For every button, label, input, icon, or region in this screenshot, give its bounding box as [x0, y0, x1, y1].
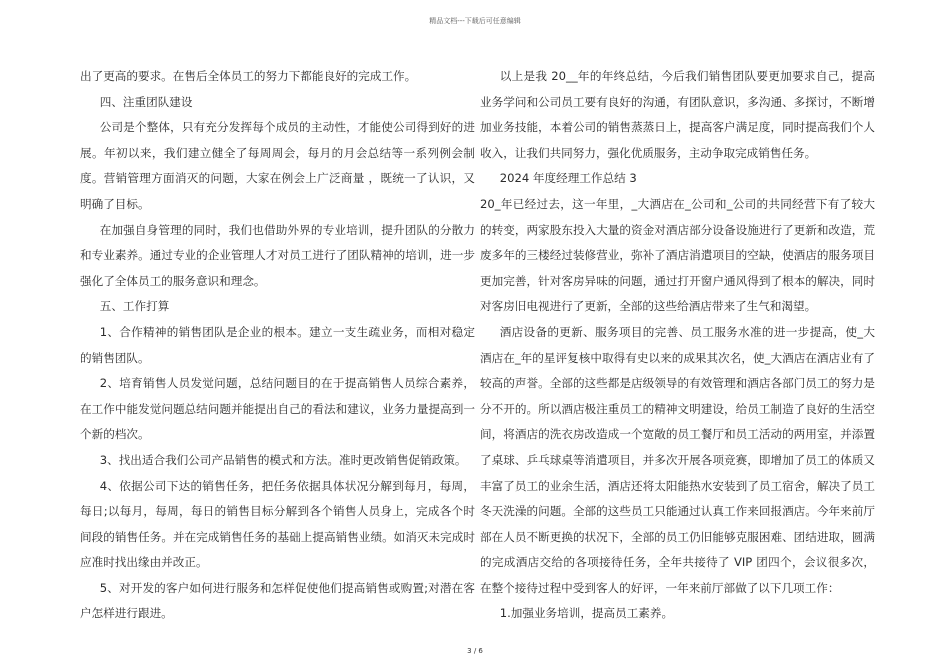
paragraph: 在加强自身管理的同时，我们也借助外界的专业培训，提升团队的分散力和专业素养。通过专业的企业管理人才对员工进行了团队精神的培训，进一步强化了全体员工的服务意识和理念。 — [80, 222, 475, 288]
paragraph: 20_年已经过去，这一年里，_大酒店在_公司和_公司的共同经营下有了较大的转变，两家股东投入大量的资金对酒店部分设备设施进行了更新和改造，荒废多年的三楼经过装修营业，弥补了酒店消遣项目的空缺，使酒店的服务项目更加完善，针对客房异味的问题，通过打开窗户通风得到了根本的解决，同时对客房旧电视进行了更新，全部的这些给酒店带来了生气和渴望。 — [480, 196, 875, 314]
paragraph: 公司是个整体，只有充分发挥每个成员的主动性，才能使公司得到好的进展。年初以来，我们建立健全了每周周会，每月的月会总结等一系列例会制度。营销管理方面消灭的问题，大家在例会上广泛商量 ，既统一了认识，又明确了目标。 — [80, 120, 475, 211]
section-heading: 五、工作打算 — [99, 299, 170, 314]
list-item: 1.加强业务培训，提高员工素养。 — [499, 606, 674, 621]
right-column — [480, 64, 875, 627]
paragraph: 出了更高的要求。在售后全体员工的努力下都能良好的完成工作。 — [80, 69, 417, 83]
section-heading: 2024 年度经理工作总结 3 — [499, 171, 637, 186]
list-item: 4、依据公司下达的销售任务，把任务依据具体状况分解到每月，每周，每日;以每月，每周，每日的销售目标分解到各个销售人员身上，完成各个时间段的销售任务。并在完成销售任务的基础上提高销售业绩。如消灭未完成时应准时找出缘由并改正。 — [80, 478, 475, 570]
page-header: 精品文档---下载后可任意编辑 — [429, 17, 521, 25]
section-heading: 四、注重团队建设 — [99, 94, 193, 109]
left-column — [80, 64, 475, 627]
paragraph: 酒店设备的更新、服务项目的完善、员工服务水准的进一步提高，使_大酒店在_年的星评复核中取得有史以来的成果其次名，使_大酒店在酒店业有了较高的声誉。全部的这些都是店级领导的有效管理和酒店各部门员工的努力是分不开的。所以酒店极注重员工的精神文明建设，给员工制造了良好的生活空间，将酒店的洗衣房改造成一个宽敞的员工餐厅和员工活动的两用室，并添置了桌球、乒乓球桌等消遣项目，并多次开展各项竞赛，即增加了员工的体质又丰富了员工的业余生活，酒店还将太阳能热水安装到了员工宿舍，解决了员工冬天洗澡的问题。全部的这些员工只能通过认真工作来回报酒店。今年来前厅部在人员不断更换的状况下，全部的员工仍旧能够克服困难、团结进取，圆满的完成酒店交给的各项接待任务，全年共接待了 VIP 团四个，会议很多次，在整个接待过程中受到客人的好评，一年来前厅部做了以下几项工作： — [480, 324, 875, 595]
paragraph: 以上是我 20__年的年终总结，今后我们销售团队要更加要求自己，提高业务学问和公司员工要有良好的沟通，有团队意识，多沟通、多探讨，不断增加业务技能，本着公司的销售蒸蒸日上，提高客户满足度，同时提高我们个人收入，让我们共同努力，强化优质服务，主动争取完成销售任务。 — [480, 69, 875, 160]
list-item: 1、合作精神的销售团队是企业的根本。建立一支生疏业务，而相对稳定的销售团队。 — [80, 324, 475, 365]
page-number: 3 / 6 — [467, 647, 483, 655]
list-item: 5、对开发的客户如何进行服务和怎样促使他们提高销售或购置;对潜在客户怎样进行跟进。 — [80, 580, 475, 621]
list-item: 3、找出适合我们公司产品销售的模式和方法。准时更改销售促销政策。 — [99, 452, 467, 467]
list-item: 2、培育销售人员发觉问题，总结问题目的在于提高销售人员综合素养，在工作中能发觉问题总结问题并能提出自己的看法和建议，业务力量提高到一个新的档次。 — [80, 376, 475, 442]
